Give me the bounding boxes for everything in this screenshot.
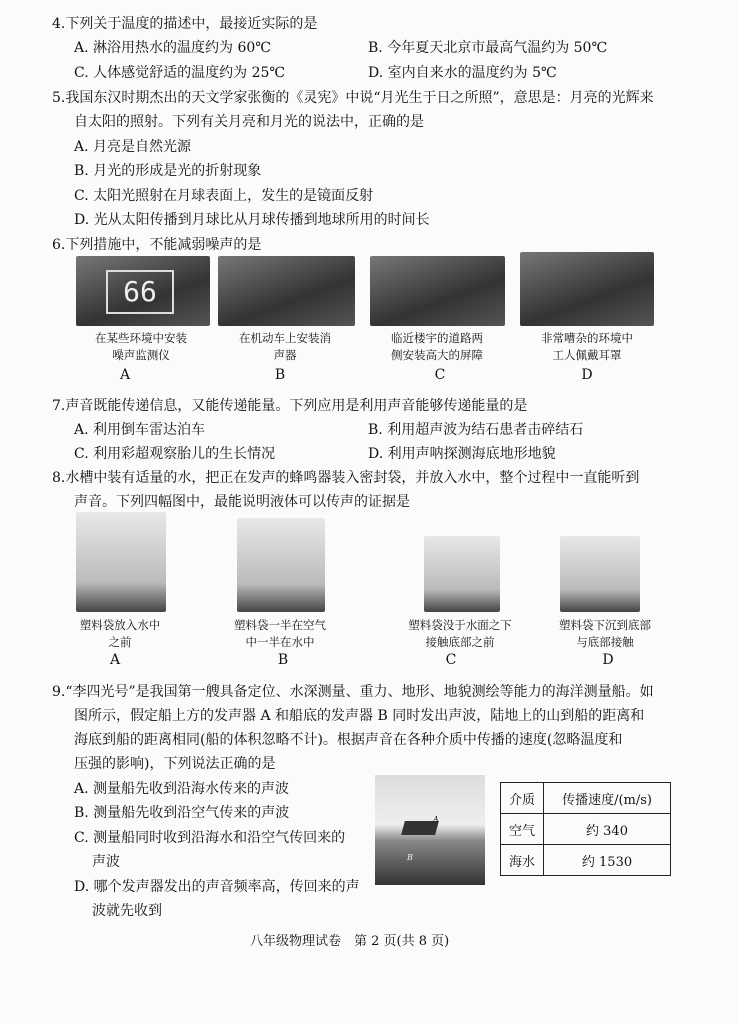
q9-option-b: B. 测量船先收到沿空气传来的声波 (74, 805, 290, 821)
q4-option-a: A. 淋浴用热水的温度约为 60℃ (74, 40, 271, 56)
bag-half-in-water-photo (237, 518, 325, 612)
q6-caption-a: 在某些环境中安装 噪声监测仪 (95, 331, 187, 362)
q8-letter-a: A (109, 652, 121, 668)
q9-option-c-cont: 声波 (92, 854, 120, 870)
q6-caption-d: 非常嘈杂的环境中 工人佩戴耳罩 (541, 331, 633, 362)
q5-stem-cont: 自太阳的照射。下列有关月亮和月光的说法中，正确的是 (74, 114, 424, 130)
q9-stem-3: 海底到船的距离相同(船的体积忽略不计)。根据声音在各种介质中传播的速度(忽略温度和 (74, 732, 623, 748)
q8-caption-b: 塑料袋一半在空气 中一半在水中 (234, 618, 326, 649)
q8-stem: 8.水槽中装有适量的水，把正在发声的蜂鸣器装入密封袋，并放入水中，整个过程中一直能听到 (52, 470, 640, 486)
q8-caption-c: 塑料袋没于水面之下 接触底部之前 (408, 618, 512, 649)
page-footer: 八年级物理试卷 第 2 页(共 8 页) (250, 934, 450, 949)
q5-option-d: D. 光从太阳传播到月球比从月球传播到地球所用的时间长 (74, 212, 430, 228)
q8-letter-b: B (277, 652, 289, 668)
q8-letter-d: D (602, 652, 614, 668)
bag-before-water-photo (76, 512, 166, 612)
q6-caption-c: 临近楼宇的道路两 侧安装高大的屏障 (391, 331, 483, 362)
table-cell: 约 340 (544, 814, 671, 845)
q4-option-b: B. 今年夏天北京市最高气温约为 50℃ (368, 40, 608, 56)
q6-letter-b: B (274, 367, 286, 383)
noise-monitor-screen: 66 (106, 270, 174, 314)
ship-diagram (375, 775, 485, 885)
q4-option-d: D. 室内自来水的温度约为 5℃ (368, 65, 557, 81)
q6-letter-c: C (434, 367, 446, 383)
q9-stem-4: 压强的影响)，下列说法正确的是 (74, 756, 276, 772)
q6-caption-b: 在机动车上安装消 声器 (239, 331, 331, 362)
q8-caption-a: 塑料袋放入水中 之前 (79, 618, 161, 649)
road-barrier-photo (370, 256, 505, 326)
q4-option-c: C. 人体感觉舒适的温度约为 25℃ (74, 65, 286, 81)
table-cell: 海水 (501, 845, 544, 876)
q9-stem-1: 9.“李四光号”是我国第一艘具备定位、水深测量、重力、地形、地貌测绘等能力的海洋测量船。如 (52, 684, 654, 700)
ear-muffs-photo (520, 252, 654, 326)
q4-stem: 4.下列关于温度的描述中，最接近实际的是 (52, 16, 318, 32)
q9-option-a: A. 测量船先收到沿海水传来的声波 (74, 781, 290, 797)
q5-option-a: A. 月亮是自然光源 (74, 139, 192, 155)
table-header-medium: 介质 (501, 783, 544, 814)
bag-at-bottom-photo (560, 536, 640, 612)
q9-option-d: D. 哪个发声器发出的声音频率高，传回来的声 (74, 879, 360, 895)
table-cell: 空气 (501, 814, 544, 845)
emitter-a-label: A (433, 815, 439, 824)
q5-option-b: B. 月光的形成是光的折射现象 (74, 163, 262, 179)
noise-monitor-photo (76, 256, 210, 326)
q9-stem-2: 图所示，假定船上方的发声器 A 和船底的发声器 B 同时发出声波，陆地上的山到船的距离和 (74, 708, 645, 724)
q9-option-c: C. 测量船同时收到沿海水和沿空气传回来的 (74, 830, 346, 846)
q6-letter-a: A (119, 367, 131, 383)
q7-stem: 7.声音既能传递信息，又能传递能量。下列应用是利用声音能够传递能量的是 (52, 398, 528, 414)
q5-option-c: C. 太阳光照射在月球表面上，发生的是镜面反射 (74, 188, 374, 204)
table-header-speed: 传播速度/(m/s) (544, 783, 671, 814)
emitter-b-label: B (407, 853, 413, 862)
q8-caption-d: 塑料袋下沉到底部 与底部接触 (559, 618, 651, 649)
q8-letter-c: C (445, 652, 457, 668)
q6-stem: 6.下列措施中，不能减弱噪声的是 (52, 237, 262, 253)
q8-stem-cont: 声音。下列四幅图中，最能说明液体可以传声的证据是 (74, 494, 410, 510)
q7-option-c: C. 利用彩超观察胎儿的生长情况 (74, 446, 276, 462)
muffler-photo (218, 256, 355, 326)
sound-speed-table (500, 782, 671, 876)
table-cell: 约 1530 (544, 845, 671, 876)
q5-stem: 5.我国东汉时期杰出的天文学家张衡的《灵宪》中说“月光生于日之所照”，意思是：月亮的光辉来 (52, 90, 654, 106)
q7-option-b: B. 利用超声波为结石患者击碎结石 (368, 422, 584, 438)
q7-option-a: A. 利用倒车雷达泊车 (74, 422, 206, 438)
q9-option-d-cont: 波就先收到 (92, 903, 162, 919)
q6-letter-d: D (581, 367, 593, 383)
bag-submerged-photo (424, 536, 500, 612)
q7-option-d: D. 利用声呐探测海底地形地貌 (368, 446, 556, 462)
